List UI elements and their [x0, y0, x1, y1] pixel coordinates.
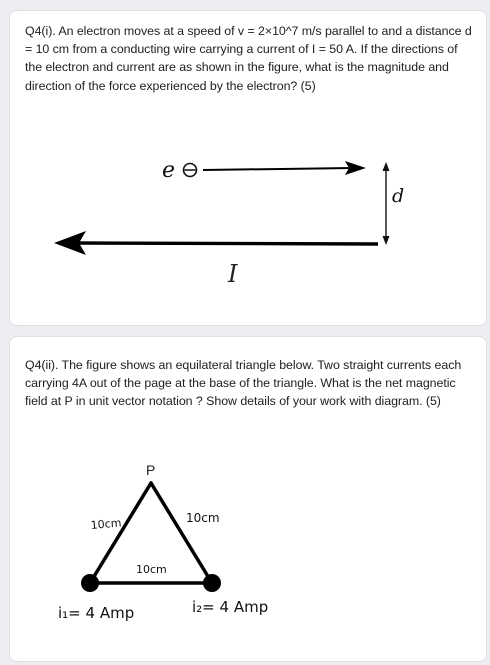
question-2-figure	[10, 337, 488, 663]
question-1-text: Q4(i). An electron moves at a speed of v = 2×10^7 m/s parallel to and a distance d = 10 cm from a conducting wire carrying a current of I = 50 A. If the directions of the electron and current are as shown in the figure, what is the magnitude and direction of the force experienced by the electron? (5)	[25, 24, 472, 93]
current-wire-arrow	[54, 231, 378, 255]
left-current-dot	[81, 574, 99, 592]
electron-minus-icon	[184, 164, 197, 177]
left-side-label: 10cm	[90, 516, 122, 532]
electron-velocity-arrow	[203, 161, 366, 175]
question-2-text: Q4(ii). The figure shows an equilateral triangle below. Two straight currents each carrying 4A out of the page at the base of the triangle. What is the net magnetic field at P in unit vector notation ? Show details of your work with diagram. (5)	[25, 358, 462, 409]
question-1-figure	[10, 11, 488, 327]
right-current-dot	[203, 574, 221, 592]
distance-arrow	[383, 162, 390, 245]
base-label: 10cm	[136, 563, 167, 576]
right-current-label: i₂= 4 Amp	[192, 598, 269, 616]
distance-label: d	[392, 185, 405, 207]
electron-label: e	[162, 158, 176, 183]
question-card-1	[9, 10, 487, 326]
question-card-2	[9, 336, 487, 662]
left-current-label: i₁= 4 Amp	[58, 604, 135, 622]
current-label: I	[228, 260, 238, 288]
apex-label: P	[146, 462, 156, 478]
right-side-label: 10cm	[186, 511, 220, 525]
